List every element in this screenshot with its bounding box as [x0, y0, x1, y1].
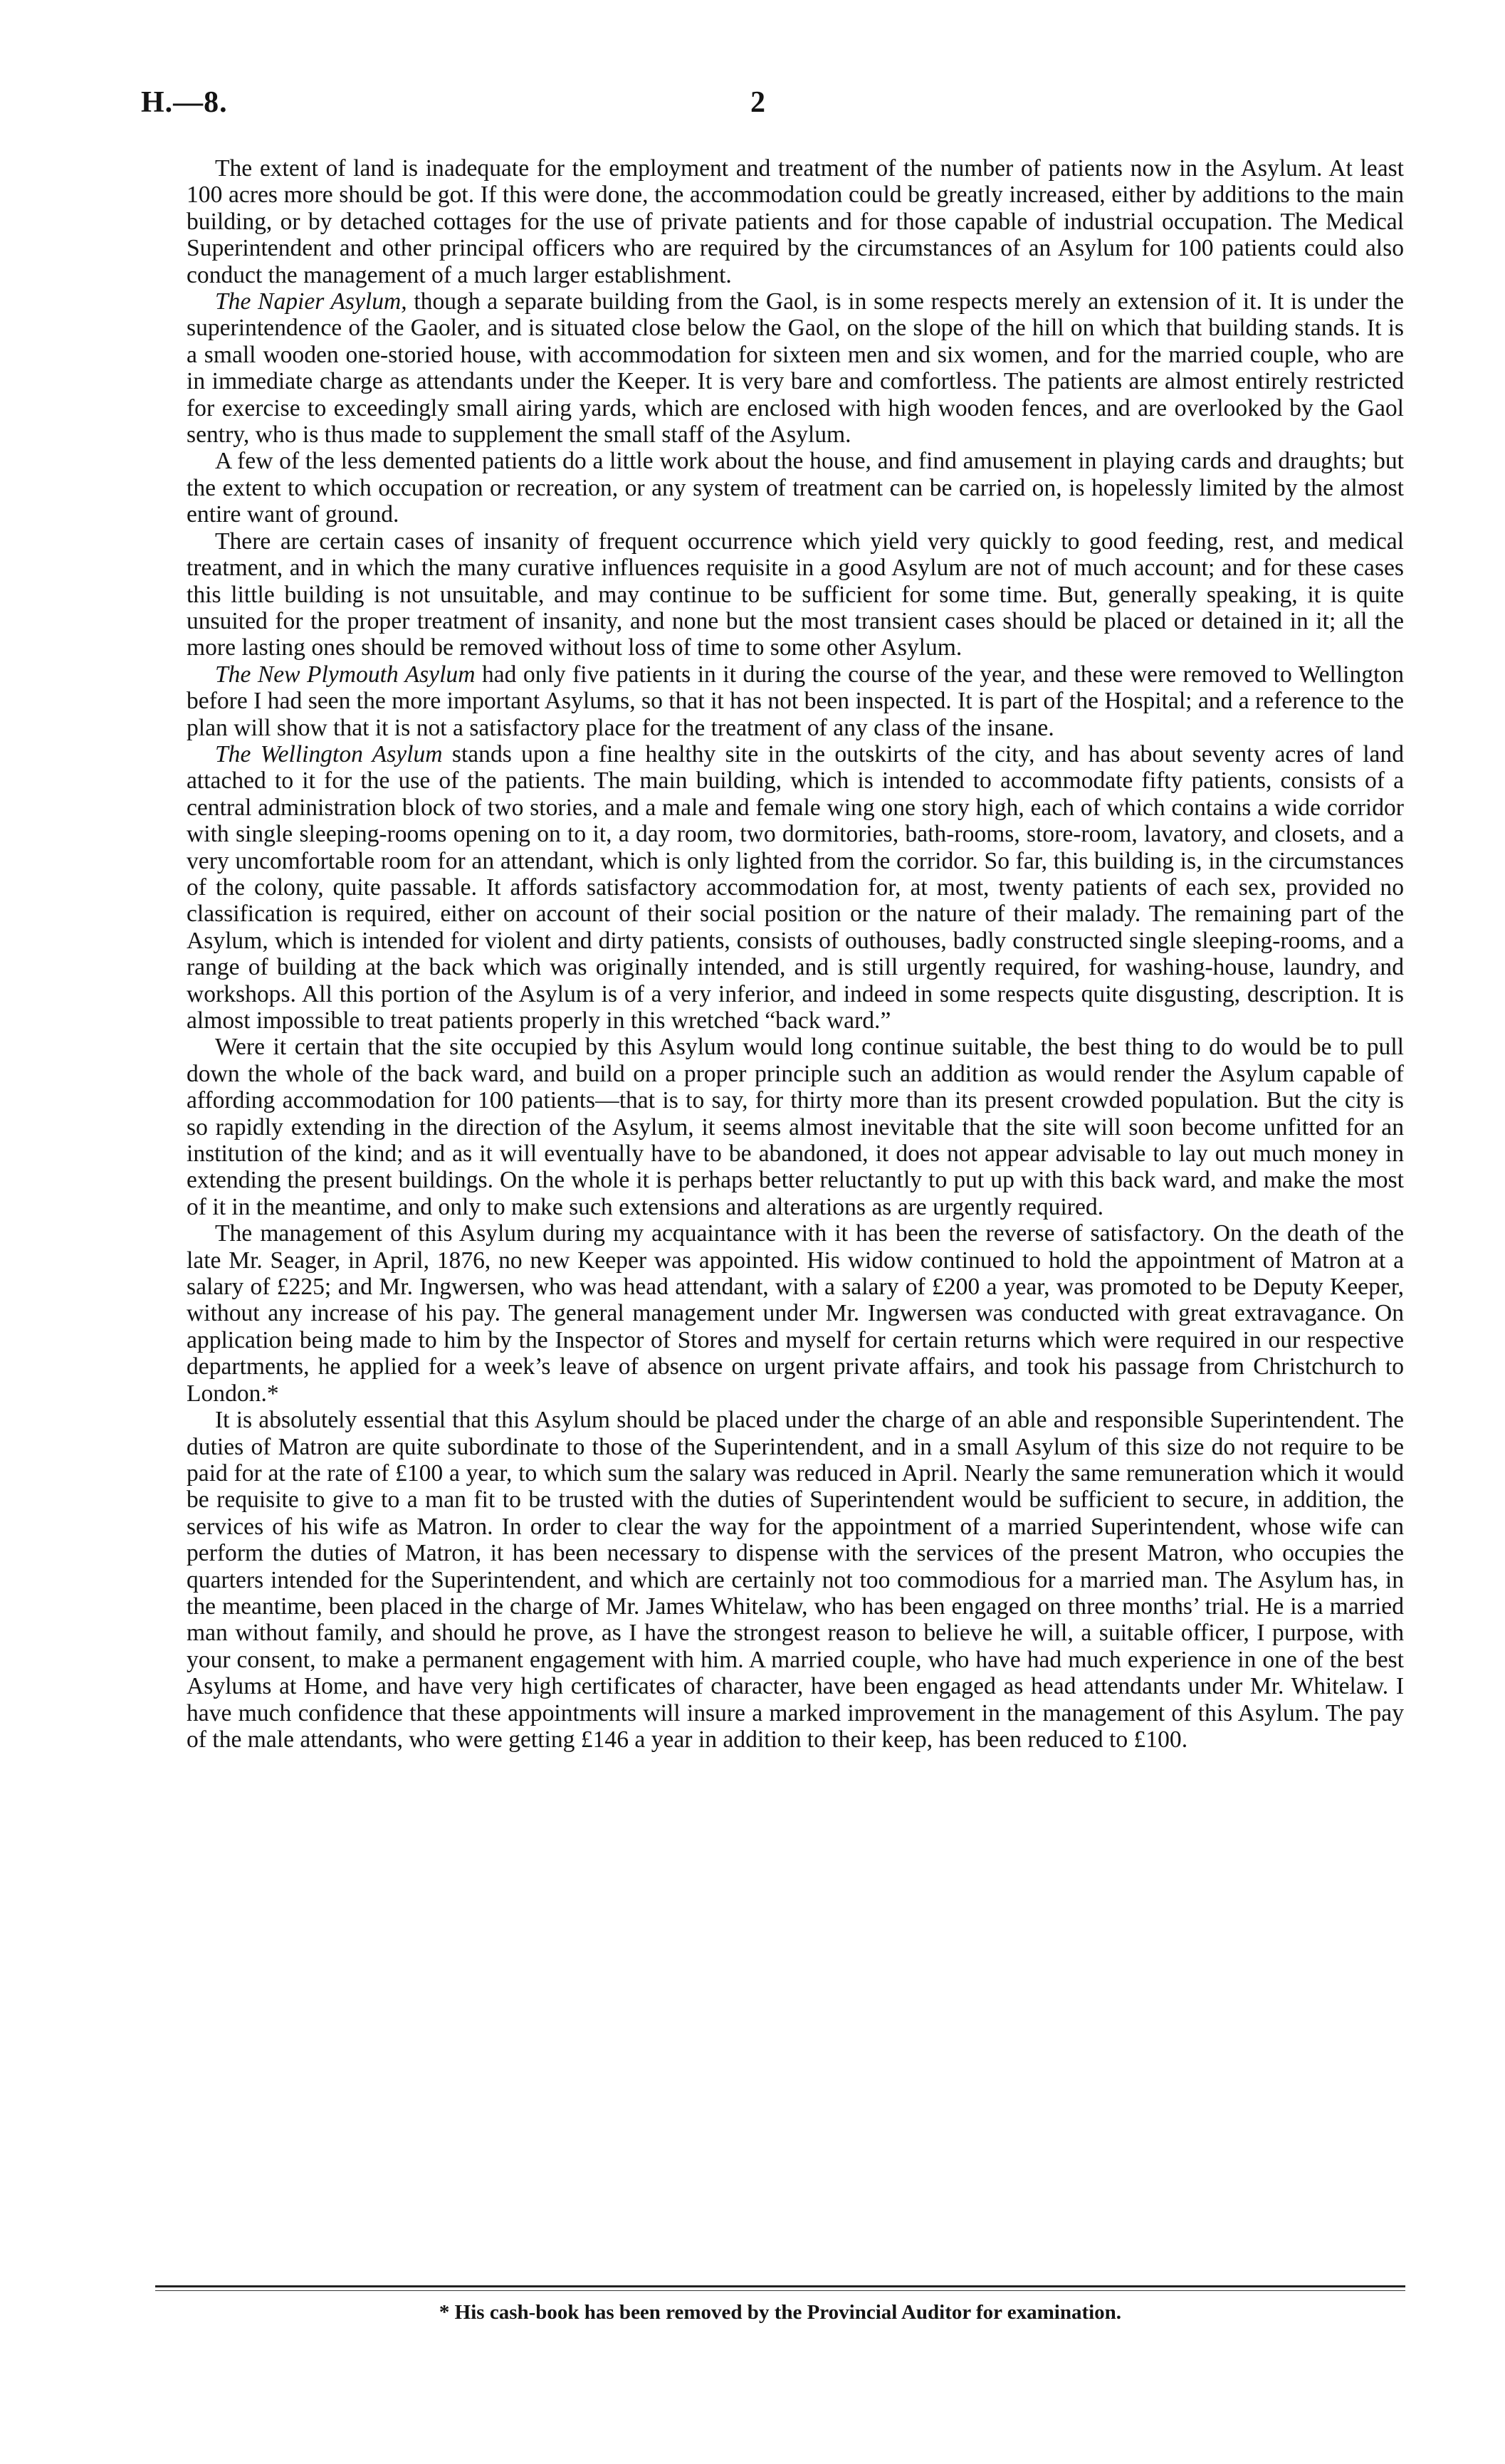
paragraph-new-plymouth-asylum [187, 661, 1404, 741]
paragraph-napier-asylum [187, 288, 1404, 448]
paragraph-text: It is absolutely essential that this Asylum should be placed under the charge of an able and responsible Superintendent. The duties of Matron are quite subordinate to those of the Superintendent, and in a small Asylum of this size do not require to be paid for at the rate of £100 a year, to which sum the salary was reduced in April. Nearly the same remuneration which it would be requisite to give to a man fit to be trusted with the duties of Superintendent would be sufficient to secure, in addition, the services of his wife as Matron. In order to clear the way for the appointment of a married Superintendent, whose wife can perform the duties of Matron, it has been necessary to dispense with the services of the present Matron, who occupies the quarters intended for the Superintendent, and which are certainly not too commodious for a married man. The Asylum has, in the meantime, been placed in the charge of Mr. James Whitelaw, who has been engaged on three months’ trial. He is a married man without family, and should he prove, as I have the strongest reason to believe he will, a suitable officer, I purpose, with your consent, to make a permanent engagement with him. A married couple, who have had much experience in one of the best Asylums at Home, and have very high certificates of character, have been engaged as head attendants under Mr. Whitelaw. I have much confidence that these appointments will insure a marked improvement in the management of this Asylum. The pay of the male attendants, who were getting £146 a year in addition to their keep, has been reduced to £100. [187, 1407, 1404, 1753]
paragraph-text: though a separate building from the Gaol, is in some respects merely an extension of it. It is under the superintendence of the Gaoler, and is situated close below the Gaol, on the slope of the hill on which that building stands. It is a small wooden one-storied house, with accommodation for sixteen men and six women, and for the married couple, who are in immediate charge as attendants under the Keeper. It is very bare and comfortless. The patients are almost entirely restricted for exercise to exceedingly small airing yards, which are enclosed with high wooden fences, and are overlooked by the Gaol sentry, who is thus made to supplement the small staff of the Asylum. [187, 288, 1404, 449]
footnote-divider-thin [155, 2290, 1405, 2291]
paragraph-management [187, 1220, 1404, 1407]
page-header [141, 85, 1422, 135]
paragraph-text: had only five patients in it during the course of the year, and these were removed to Wellington before I had seen the more important Asylums, so that it has not been inspected. It is part of the Hospital; and a reference to the plan will show that it is not a satisfactory place for the treatment of any class of the insane. [187, 661, 1404, 741]
paragraph-lead: The Napier Asylum, [215, 288, 407, 315]
paragraph-text: The management of this Asylum during my acquaintance with it has been the reverse of satisfactory. On the death of the late Mr. Seager, in April, 1876, no new Keeper was appointed. His widow continued to hold the appointment of Matron at a salary of £225; and Mr. Ingwersen, who was head attendant, with a salary of £200 a year, was promoted to be Deputy Keeper, without any increase of his pay. The general management under Mr. Ingwersen was conducted with great extravagance. On application being made to him by the Inspector of Stores and myself for certain returns which were required in our respective departments, he applied for a week’s leave of absence on urgent private affairs, and took his passage from Christchurch to London.* [187, 1220, 1404, 1407]
paragraph-superintendent [187, 1407, 1404, 1753]
page-number: 2 [750, 86, 765, 119]
body-text [187, 155, 1404, 1753]
document-reference: H.—8. [141, 86, 228, 119]
paragraph-napier-work [187, 448, 1404, 528]
paragraph-lead: The Wellington Asylum [215, 740, 443, 767]
paragraph-land [187, 155, 1404, 288]
paragraph-wellington-asylum [187, 741, 1404, 1034]
paragraph-text: stands upon a fine healthy site in the outskirts of the city, and has about seventy acres of land attached to it for the use of the patients. The main building, which is intended to accommodate fifty patients, consists of a central administration block of two stories, and a male and female wing one story high, each of which contains a wide corridor with single sleeping-rooms opening on to it, a day room, two dormitories, bath-rooms, store-room, lavatory, and closets, and a very uncomfortable room for an attendant, which is only lighted from the corridor. So far, this building is, in the circumstances of the colony, quite passable. It affords satisfactory accommodation for, at most, twenty patients of each sex, provided no classification is required, either on account of their social position or the nature of their malady. The remaining part of the Asylum, which is intended for violent and dirty patients, consists of outhouses, badly constructed single sleeping-rooms, and a range of building at the back which was originally intended, and is still urgently required, for washing-house, laundry, and workshops. All this portion of the Asylum is of a very inferior, and indeed in some respects quite disgusting, description. It is almost impossible to treat patients properly in this wretched “back ward.” [187, 740, 1405, 1034]
paragraph-text: A few of the less demented patients do a little work about the house, and find amusement in playing cards and draughts; but the extent to which occupation or recreation, or any system of treatment can be carried on, is hopelessly limited by the almost entire want of ground. [187, 448, 1404, 528]
paragraph-text: Were it certain that the site occupied by this Asylum would long continue suitable, the best thing to do would be to pull down the whole of the back ward, and build on a proper principle such an addition as would render the Asylum capable of affording accommodation for 100 patients—that is to say, for thirty more than its present crowded population. But the city is so rapidly extending in the direction of the Asylum, it seems almost inevitable that the site will soon become unfitted for an institution of the kind; and as it will eventually have to be abandoned, it does not appear advisable to lay out much money in extending the present buildings. On the whole it is perhaps better reluctantly to put up with this back ward, and make the most of it in the meantime, and only to make such extensions and alterations as are urgently required. [187, 1034, 1404, 1220]
footnote: * His cash-book has been removed by the Provincial Auditor for examination. [439, 2301, 1122, 2324]
paragraph-lead: The New Plymouth Asylum [215, 661, 476, 688]
paragraph-text: There are certain cases of insanity of frequent occurrence which yield very quickly to good feeding, rest, and medical treatment, and in which the many curative influences requisite in a good Asylum are not of much account; and for these cases this little building is not unsuitable, and may continue to be sufficient for some time. But, generally speaking, it is quite unsuited for the proper treatment of insanity, and none but the most transient cases should be placed or detained in it; all the more lasting ones should be removed without loss of time to some other Asylum. [187, 528, 1404, 661]
paragraph-insanity-cases [187, 528, 1404, 661]
paragraph-back-ward [187, 1034, 1404, 1220]
footnote-divider [155, 2285, 1405, 2287]
paragraph-text: The extent of land is inadequate for the employment and treatment of the number of patients now in the Asylum. At least 100 acres more should be got. If this were done, the accommodation could be greatly increased, either by additions to the main building, or by detached cottages for the use of private patients and for those capable of industrial occupation. The Medical Superintendent and other principal officers who are required by the circumstances of an Asylum for 100 patients could also conduct the management of a much larger establishment. [187, 155, 1404, 288]
